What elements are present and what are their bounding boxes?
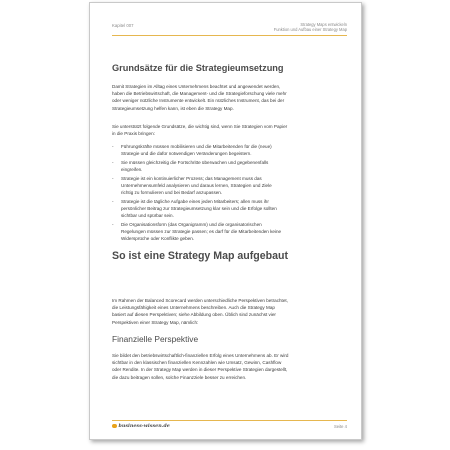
text-line: Damit Strategien im Alltag eines Unternehmens beachtet und angewendet werden, [112,84,281,89]
bullet-marker: - [112,175,114,181]
page-number: Seite 4 [333,424,347,429]
text-line: oder Rendite. In der Strategy Map werden in dieser Perspektive Strategien dargestellt, [112,367,288,373]
logo-dot-icon [112,424,117,429]
text-line: Sie müssen gleichzeitig die Fortschritte überwachen und gegebenenfalls [121,159,269,165]
text-line: Unternehmensumfeld analysieren und daraus lernen, Strategien und Ziele [121,183,272,189]
text-line: eingreifen. [121,167,143,173]
list-item [112,175,354,197]
text-line: Sie unterstützt folgende Grundsätze, die wichtig sind, wenn Sie Strategien vom Papier [112,124,288,129]
section3-heading: Finanzielle Perspektive [112,334,199,344]
bullet-marker: - [112,144,114,149]
text-line: die dazu beitragen sollen, solche Finanzziele besser zu erreichen. [112,374,247,380]
bullet-marker: - [112,198,114,204]
text-line: Führungskräfte müssen mobilisieren und die Mitarbeitenden für die (neue) [121,144,272,149]
text-line: in die Praxis bringen: [112,131,155,137]
text-line: Strategie ist die tägliche Aufgabe eines jeden Mitarbeiters; allen muss ihr [121,198,269,204]
list-item [112,221,354,243]
text-line: Perspektiven einer Strategy Map, nämlich: [112,319,199,325]
bullet-marker: - [112,159,114,165]
header-divider [112,35,347,36]
logo-text: business-wissen.de [118,423,170,429]
text-line: Im Rahmen der Balanced Scorecard werden unterschiedliche Perspektiven betrachtet, [112,298,288,303]
document-page [89,2,362,440]
list-item [112,198,354,220]
header-title [274,22,347,33]
text-line: Widersprüche oder Konflikte geben. [121,236,195,242]
text-line: oder weniger nützliche Instrumente entwickelt. Ein nützliches Instrument, das bei der [112,98,285,104]
header-chapter: Kapitel 007 [112,23,134,28]
section1-lead-paragraph [112,123,354,137]
list-item [112,143,354,157]
text-line: die Leistungsfähigkeit eines Unternehmens beschreiben. Auch die Strategy Map [112,305,275,311]
text-line: Regelungen müssen zur Strategie passen; es darf für die Mitarbeitenden keine [121,229,282,235]
footer-logo [112,423,170,429]
section2-heading: So ist eine Strategy Map aufgebaut [112,250,289,262]
text-line: Sie bildet den betriebswirtschaftlich-finanziellen Erfolg eines Unternehmens ab. Er wird [112,353,289,358]
text-line: Strategie ist ein kontinuierlicher Prozess; das Management muss das [121,175,262,181]
text-line: haben die Betriebswirtschaft, die Management- und die Strategieforschung viele mehr [112,91,287,97]
text-line: persönlicher Beitrag zur Strategieumsetzung klar sein und die Erfolge sollten [121,206,277,212]
text-line: Die Organisationsform (das Organigramm) und die organisatorischen [121,222,262,228]
header-title-line2: Funktion und Aufbau einer Strategy Map [273,27,347,33]
principles-list [112,143,354,244]
section1-heading: Grundsätze für die Strategieumsetzung [112,63,284,73]
footer-divider [112,420,347,421]
bullet-marker: - [112,222,114,228]
text-line: sichtbar und spürbar sein. [121,213,174,219]
list-item [112,159,354,173]
section2-intro-paragraph [112,297,354,326]
text-line: Strategieumsetzung helfen kann, ist eben die Strategy Map. [112,105,234,111]
section1-intro-paragraph [112,83,354,112]
text-line: sichtbar in den klassischen finanziellen Kennzahlen wie Umsatz, Gewinn, Cashflow [112,360,282,366]
text-line: richtig zu formulieren und bei Bedarf anzupassen. [121,190,223,196]
header-title-line1: Strategy Maps entwickeln [300,22,347,27]
section3-body-paragraph [112,352,354,381]
text-line: Strategie und die dafür notwendigen Veränderungen begeistern. [121,151,252,157]
text-line: basiert auf diesen Perspektiven; siehe Abbildung oben. Üblich sind zunächst vier [112,312,276,318]
